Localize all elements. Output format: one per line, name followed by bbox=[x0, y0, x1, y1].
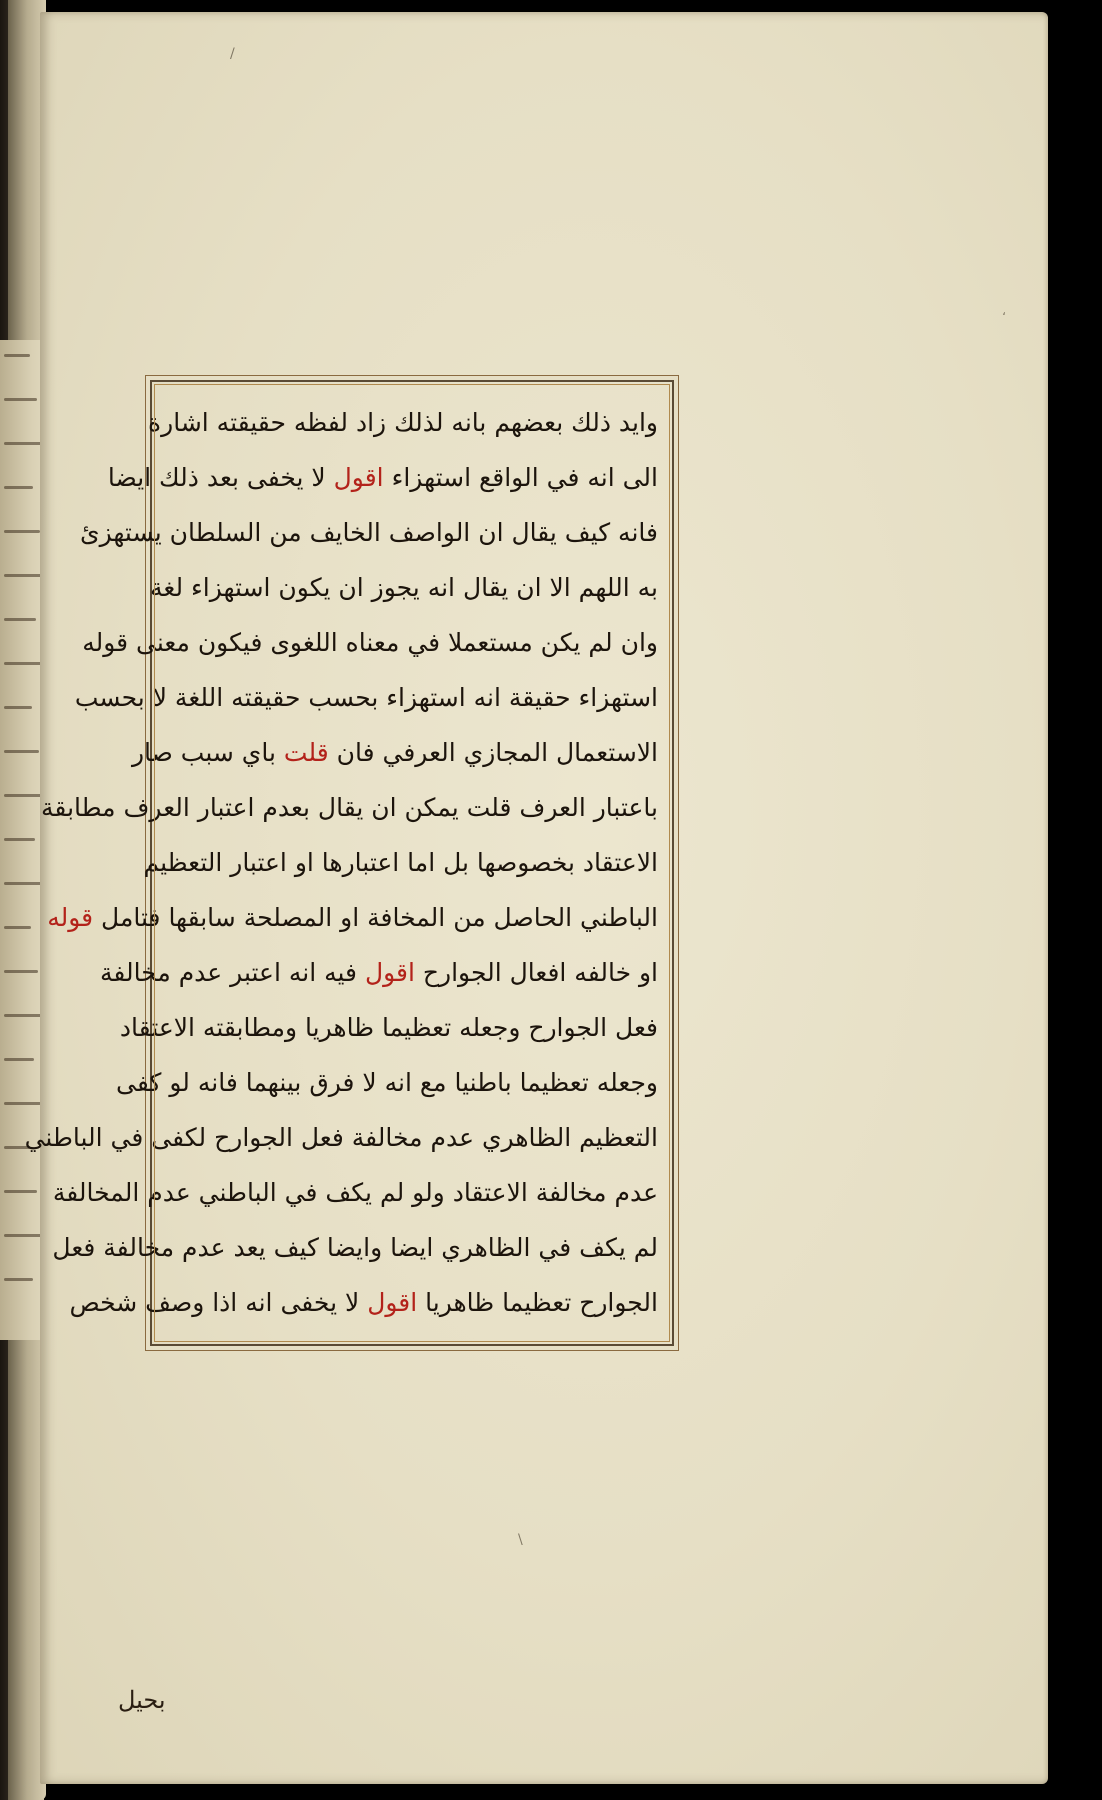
manuscript-line bbox=[107, 451, 658, 505]
manuscript-line bbox=[119, 1001, 658, 1055]
line-text: لا يخفى انه اذا وصف شخص bbox=[69, 1288, 368, 1317]
line-text: فيه انه اعتبر عدم مخالفة bbox=[99, 958, 365, 987]
manuscript-line bbox=[82, 616, 658, 670]
line-text: او خالفه افعال الجوارح bbox=[414, 958, 658, 987]
manuscript-line bbox=[80, 506, 658, 560]
line-text: لم يكف في الظاهري ايضا وايضا كيف يعد عدم مخالفة فعل bbox=[52, 1233, 658, 1262]
catchword: بحيل bbox=[118, 1686, 166, 1714]
text-frame bbox=[24, 380, 674, 1346]
rubric-word: قوله bbox=[47, 903, 94, 932]
underlying-text-stroke bbox=[4, 706, 32, 709]
underlying-text-stroke bbox=[4, 442, 44, 445]
line-text: الاستعمال المجازي العرفي فان bbox=[328, 738, 658, 767]
line-text: الباطني الحاصل من المخافة او المصلحة سابقها فتامل bbox=[93, 903, 658, 932]
line-text: التعظيم الظاهري عدم مخالفة فعل الجوارح لكفى في الباطني bbox=[24, 1123, 658, 1152]
margin-mark-top: / bbox=[230, 46, 235, 62]
line-text: عدم مخالفة الاعتقاد ولو لم يكف في الباطني عدم المخالفة bbox=[52, 1178, 658, 1207]
manuscript-line bbox=[99, 946, 658, 1000]
margin-mark-right: ، bbox=[1002, 304, 1006, 318]
line-text: فعل الجوارح وجعله تعظيما ظاهريا ومطابقته الاعتقاد bbox=[119, 1013, 658, 1042]
manuscript-line bbox=[41, 781, 658, 835]
manuscript-line bbox=[52, 1221, 658, 1275]
manuscript-line bbox=[116, 1056, 658, 1110]
underlying-text-stroke bbox=[4, 882, 42, 885]
underlying-text-stroke bbox=[4, 662, 43, 665]
underlying-text-stroke bbox=[4, 618, 36, 621]
line-text: الجوارح تعظيما ظاهريا bbox=[417, 1288, 658, 1317]
manuscript-line bbox=[24, 1111, 658, 1165]
line-text: وجعله تعظيما باطنيا مع انه لا فرق بينهما فانه لو كفى bbox=[116, 1068, 658, 1097]
manuscript-line bbox=[148, 396, 658, 450]
manuscript-line bbox=[150, 561, 658, 615]
line-text: الاعتقاد بخصوصها بل اما اعتبارها او اعتبار التعظيم bbox=[143, 848, 658, 877]
line-text: وايد ذلك بعضهم بانه لذلك زاد لفظه حقيقته اشارة bbox=[148, 408, 658, 437]
underlying-text-stroke bbox=[4, 970, 38, 973]
underlying-text-stroke bbox=[4, 1058, 34, 1061]
underlying-text-stroke bbox=[4, 838, 35, 841]
margin-mark-bottom: \ bbox=[518, 1532, 523, 1548]
underlying-text-stroke bbox=[4, 530, 40, 533]
line-text: به اللهم الا ان يقال انه يجوز ان يكون استهزاء لغة bbox=[150, 573, 658, 602]
manuscript-line bbox=[131, 726, 658, 780]
underlying-text-stroke bbox=[4, 1278, 33, 1281]
underlying-text-stroke bbox=[4, 1102, 41, 1105]
underlying-text-stroke bbox=[4, 750, 39, 753]
underlying-text-stroke bbox=[4, 486, 33, 489]
underlying-text-stroke bbox=[4, 1190, 37, 1193]
line-text: الى انه في الواقع استهزاء bbox=[383, 463, 658, 492]
underlying-text-stroke bbox=[4, 398, 37, 401]
manuscript-line bbox=[69, 1276, 658, 1330]
line-text: باي سبب صار bbox=[131, 738, 284, 767]
rubric-word: اقول bbox=[367, 1288, 418, 1317]
manuscript-line bbox=[74, 671, 658, 725]
manuscript-line bbox=[52, 1166, 658, 1220]
manuscript-line bbox=[143, 836, 658, 890]
underlying-text-stroke bbox=[4, 354, 30, 357]
line-text: فانه كيف يقال ان الواصف الخايف من السلطان يستهزئ bbox=[80, 518, 658, 547]
manuscript-leaf bbox=[24, 12, 1048, 1784]
rubric-word: اقول bbox=[364, 958, 415, 987]
underlying-text-stroke bbox=[4, 1234, 44, 1237]
line-text: استهزاء حقيقة انه استهزاء بحسب حقيقته اللغة لا بحسب bbox=[74, 683, 658, 712]
manuscript-line bbox=[47, 891, 658, 945]
rubric-word: اقول bbox=[333, 463, 384, 492]
underlying-text-stroke bbox=[4, 1014, 45, 1017]
line-text: باعتبار العرف قلت يمكن ان يقال بعدم اعتبار العرف مطابقة bbox=[41, 793, 658, 822]
text-block bbox=[24, 396, 658, 1330]
underlying-text-stroke bbox=[4, 926, 31, 929]
line-text: لا يخفى بعد ذلك ايضا bbox=[107, 463, 334, 492]
line-text: وان لم يكن مستعملا في معناه اللغوى فيكون معنى قوله bbox=[82, 628, 658, 657]
rubric-word: قلت bbox=[283, 738, 329, 767]
